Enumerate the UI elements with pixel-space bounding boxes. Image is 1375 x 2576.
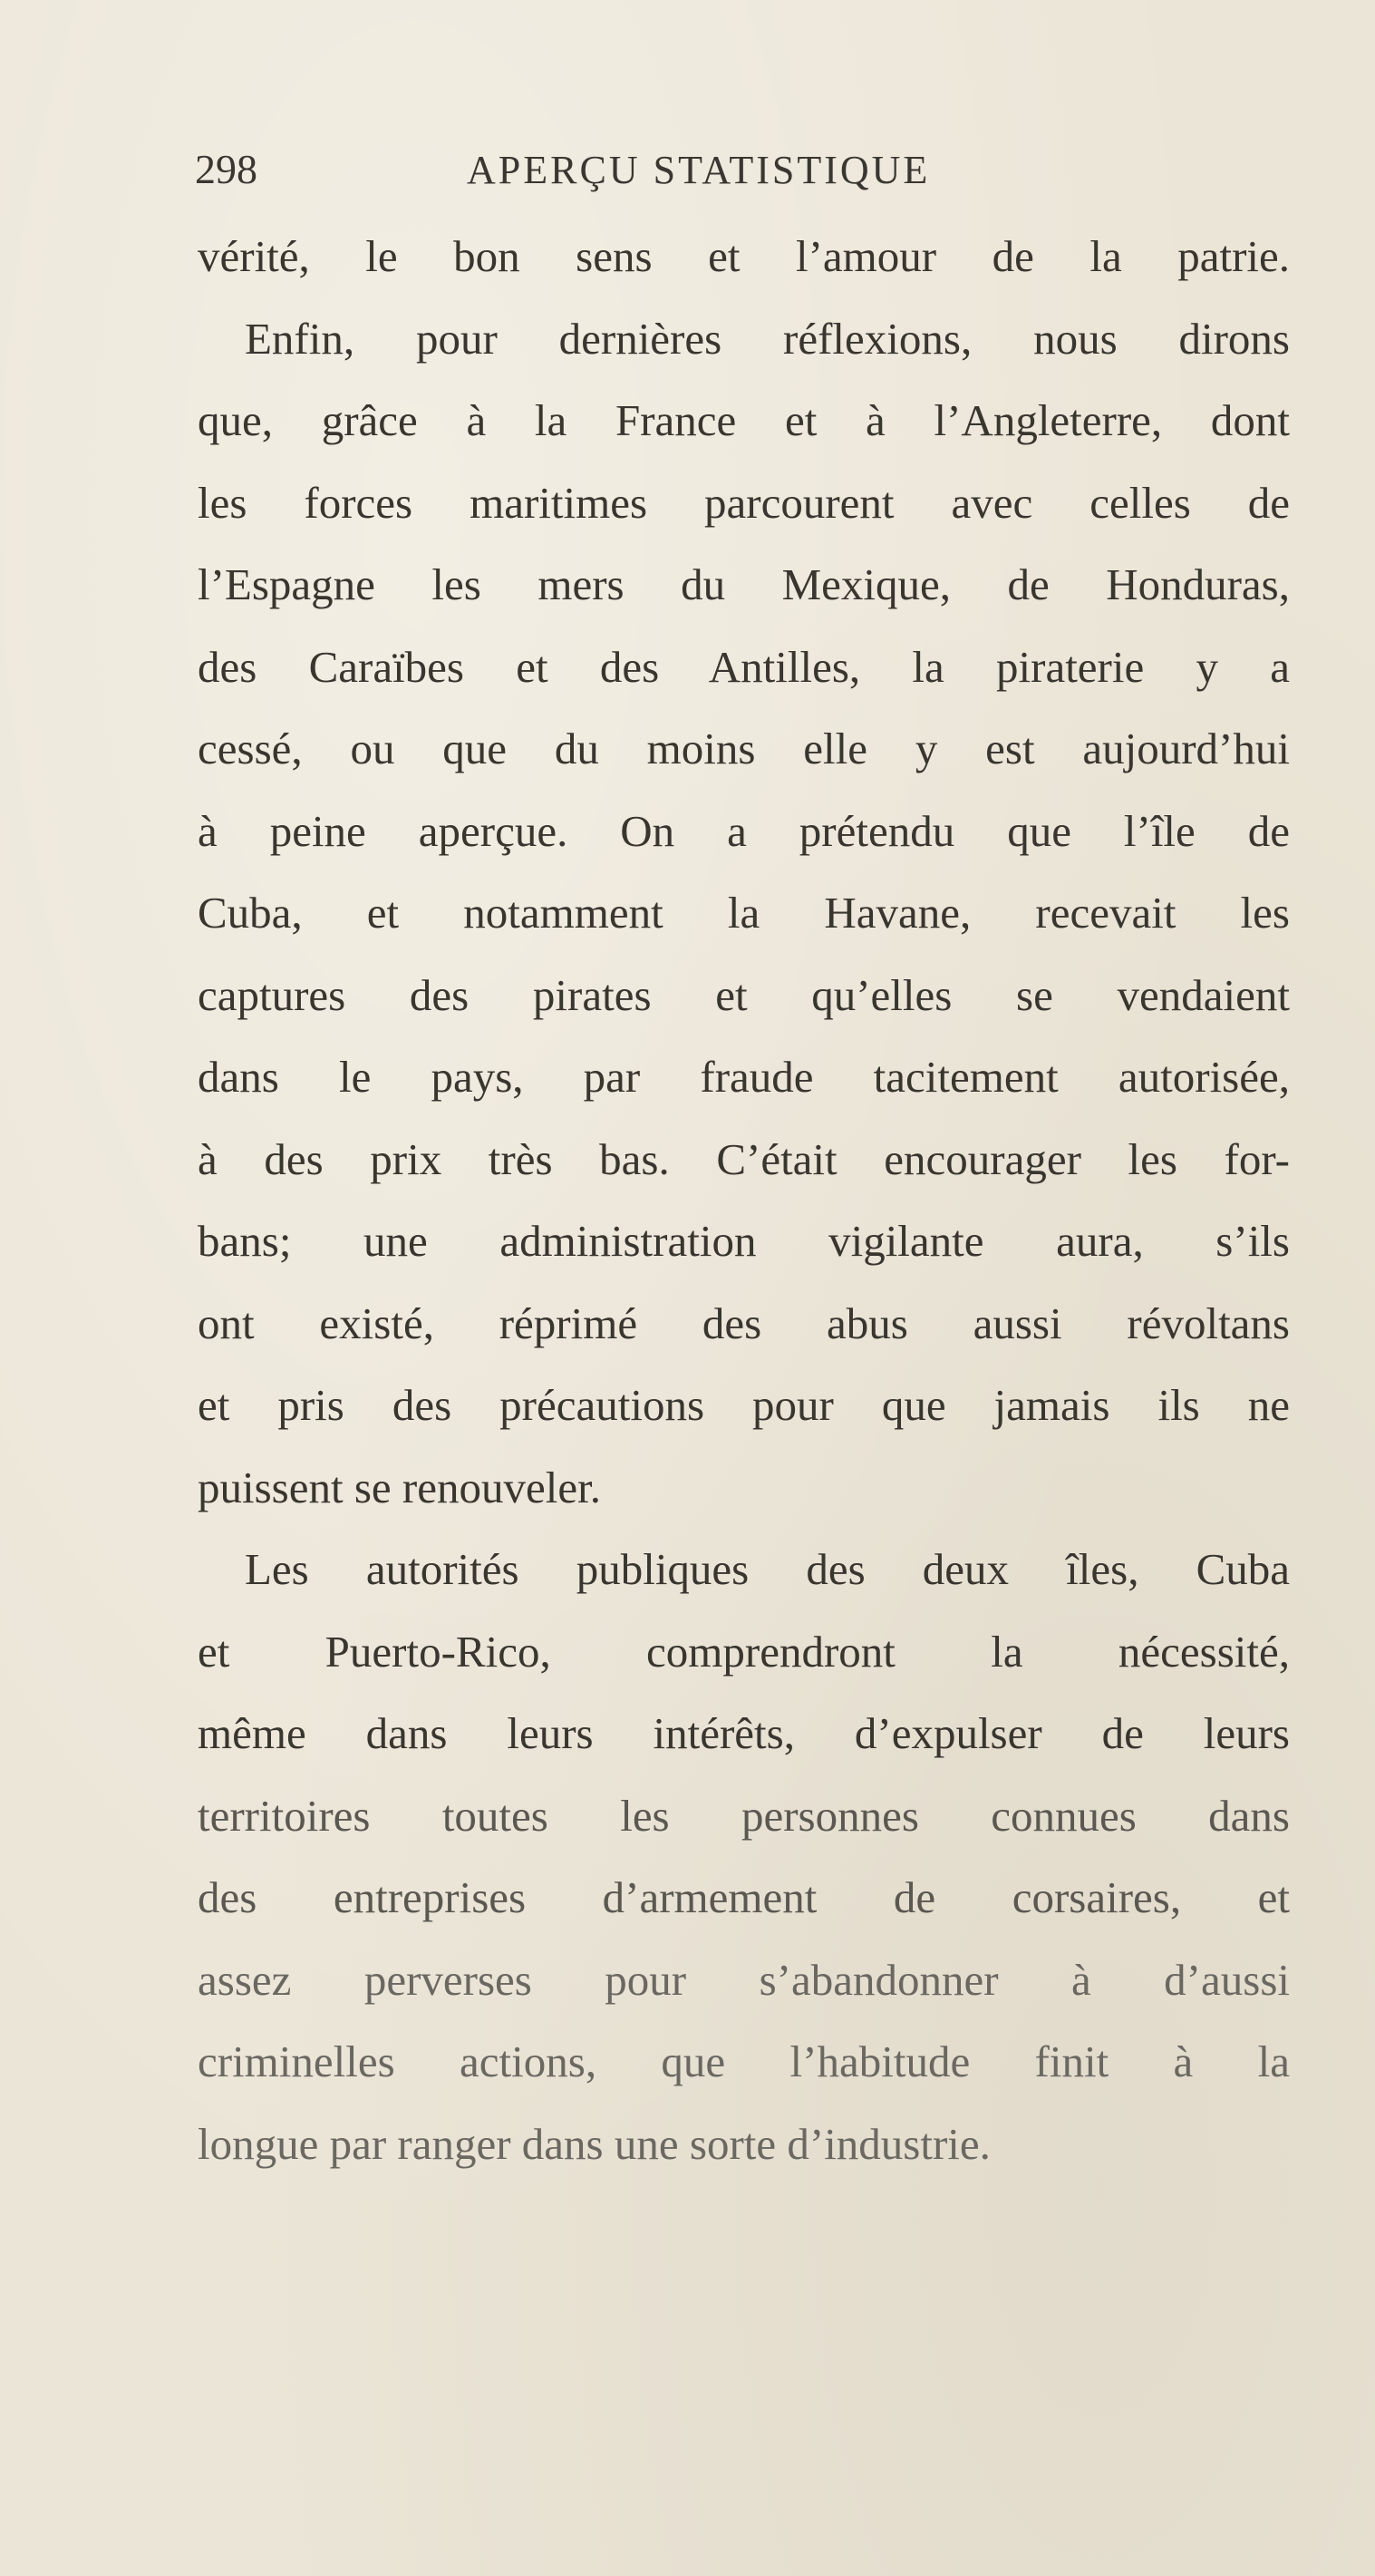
text-line: dans le pays, par fraude tacitement autorisée, bbox=[198, 1052, 1290, 1102]
paragraph-first-line: Enfin, pour dernières réflexions, nous dirons bbox=[245, 313, 1290, 364]
text-line: criminelles actions, que l’habitude finit à la bbox=[198, 2036, 1290, 2086]
body-text bbox=[198, 216, 1290, 2185]
text-line: l’Espagne les mers du Mexique, de Honduras, bbox=[198, 559, 1290, 609]
text-line: les forces maritimes parcourent avec celles de bbox=[198, 477, 1290, 528]
paragraph-last-line: longue par ranger dans une sorte d’industrie. bbox=[198, 2118, 991, 2169]
running-head: APERÇU STATISTIQUE bbox=[467, 148, 931, 192]
text-line: bans; une administration vigilante aura, s’ils bbox=[198, 1216, 1290, 1266]
text-line: et Puerto-Rico, comprendront la nécessité, bbox=[198, 1626, 1290, 1677]
text-line: et pris des précautions pour que jamais ils ne bbox=[198, 1380, 1290, 1430]
text-line: ont existé, réprimé des abus aussi révoltans bbox=[198, 1298, 1290, 1348]
text-line: assez perverses pour s’abandonner à d’aussi bbox=[198, 1954, 1290, 2005]
text-line: à des prix très bas. C’était encourager les for- bbox=[198, 1133, 1290, 1184]
text-line: des entreprises d’armement de corsaires, et bbox=[198, 1872, 1290, 1922]
page-number: 298 bbox=[195, 146, 257, 192]
text-line: à peine aperçue. On a prétendu que l’île de bbox=[198, 805, 1290, 856]
page-header bbox=[195, 145, 1292, 209]
text-line: que, grâce à la France et à l’Angleterre, dont bbox=[198, 395, 1290, 445]
paragraph-last-line: puissent se renouveler. bbox=[198, 1462, 601, 1512]
text-line: des Caraïbes et des Antilles, la piraterie y a bbox=[198, 641, 1290, 692]
text-line: territoires toutes les personnes connues dans bbox=[198, 1790, 1290, 1841]
text-line: captures des pirates et qu’elles se vendaient bbox=[198, 969, 1290, 1020]
text-line: cessé, ou que du moins elle y est aujourd’hui bbox=[198, 724, 1290, 773]
text-line: vérité, le bon sens et l’amour de la patrie. bbox=[198, 231, 1290, 281]
paragraph-first-line: Les autorités publiques des deux îles, Cuba bbox=[245, 1544, 1290, 1594]
text-line: Cuba, et notamment la Havane, recevait les bbox=[198, 888, 1290, 938]
text-line: même dans leurs intérêts, d’expulser de leurs bbox=[198, 1708, 1290, 1758]
